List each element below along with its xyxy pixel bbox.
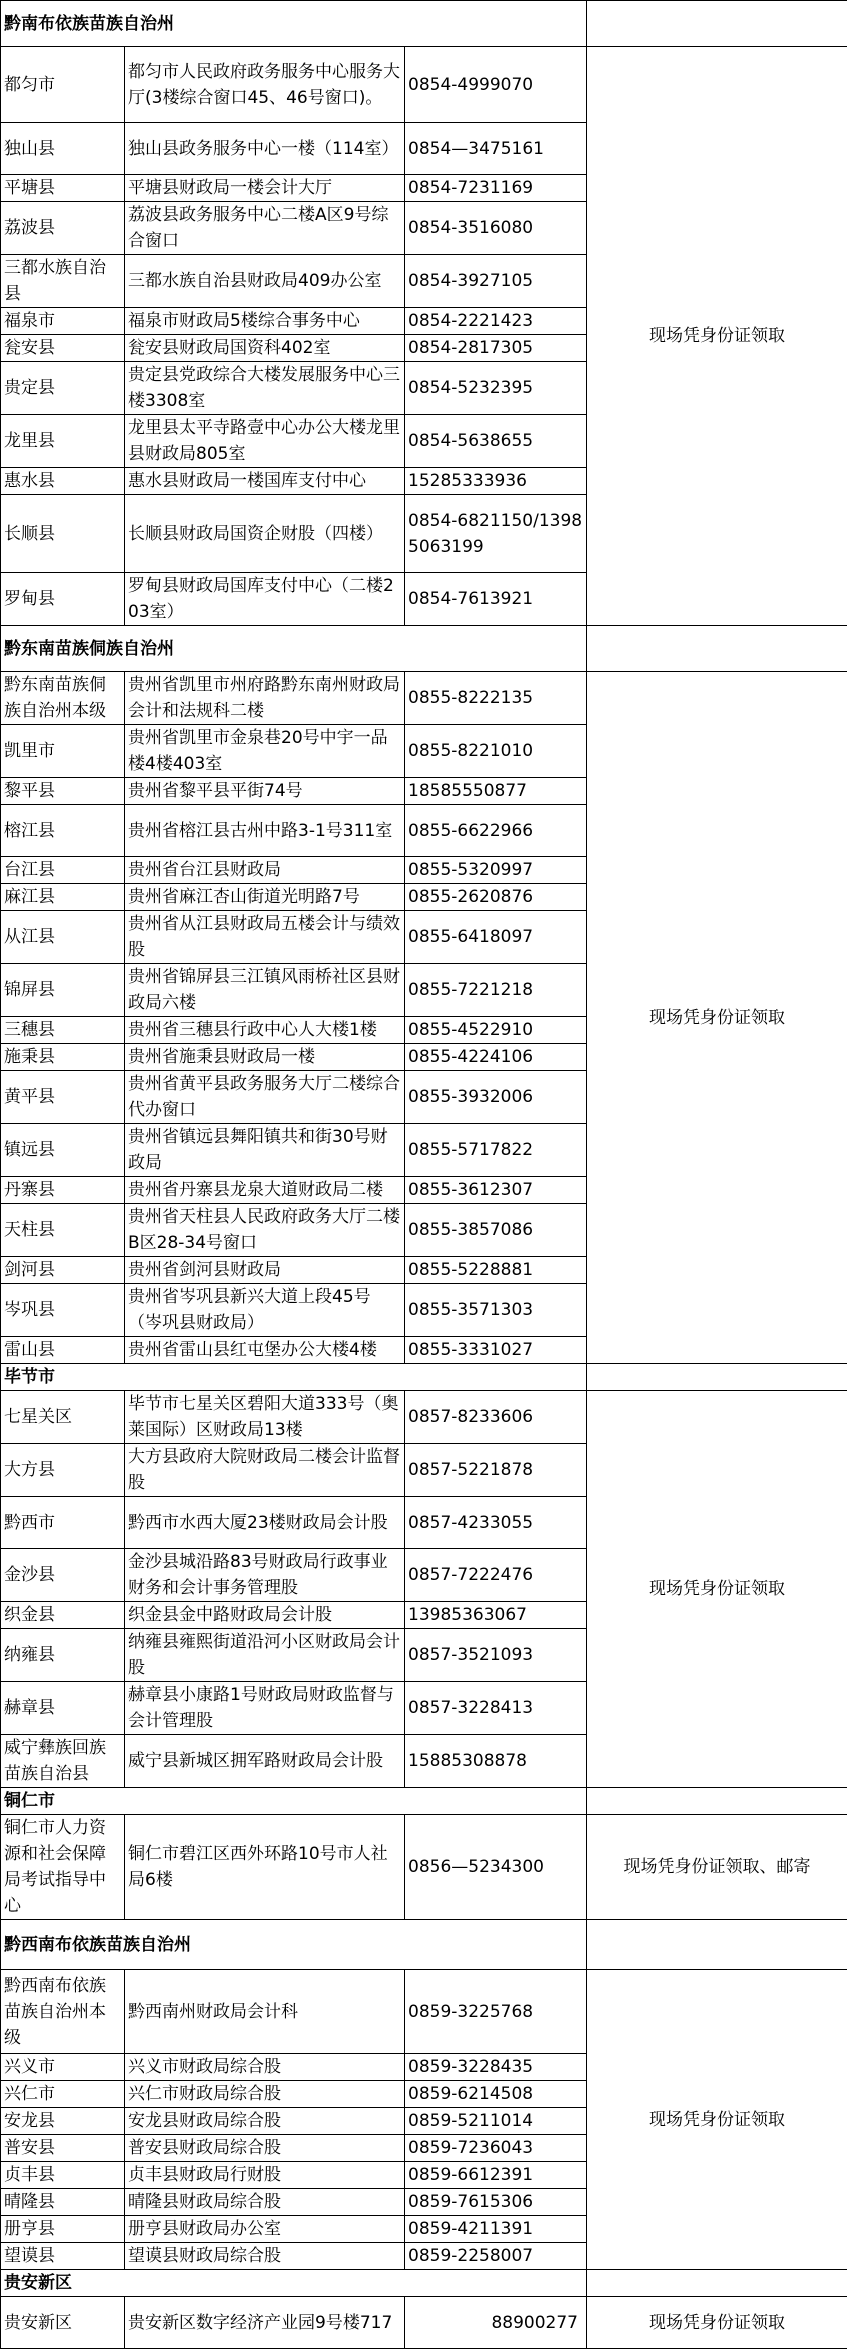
table-row xyxy=(1,1391,847,1444)
phone-cell: 0854-2817305 xyxy=(405,335,587,362)
address-cell: 威宁县新城区拥军路财政局会计股 xyxy=(125,1735,405,1788)
section-header-row xyxy=(1,1920,847,1970)
county-cell: 福泉市 xyxy=(1,308,125,335)
county-cell: 黎平县 xyxy=(1,778,125,805)
phone-cell: 0859-7615306 xyxy=(405,2189,587,2216)
county-cell: 施秉县 xyxy=(1,1044,125,1071)
phone-cell: 0854—3475161 xyxy=(405,123,587,175)
phone-cell: 15285333936 xyxy=(405,468,587,495)
address-cell: 赫章县小康路1号财政局财政监督与会计管理股 xyxy=(125,1682,405,1735)
address-cell: 贵州省剑河县财政局 xyxy=(125,1257,405,1284)
phone-cell: 18585550877 xyxy=(405,778,587,805)
phone-cell: 0854-6821150/13985063199 xyxy=(405,495,587,573)
county-cell: 锦屏县 xyxy=(1,964,125,1017)
address-cell: 贵州省凯里市州府路黔东南州财政局会计和法规科二楼 xyxy=(125,672,405,725)
phone-cell: 0855-2620876 xyxy=(405,884,587,911)
address-cell: 贵州省岑巩县新兴大道上段45号（岑巩县财政局） xyxy=(125,1284,405,1337)
county-cell: 凯里市 xyxy=(1,725,125,778)
pickup-method-cell: 现场凭身份证领取 xyxy=(587,2297,847,2349)
section-header-empty xyxy=(587,2270,847,2297)
phone-cell: 0855-4224106 xyxy=(405,1044,587,1071)
address-cell: 贵州省雷山县红屯堡办公大楼4楼 xyxy=(125,1337,405,1364)
address-cell: 织金县金中路财政局会计股 xyxy=(125,1602,405,1629)
phone-cell: 0857-8233606 xyxy=(405,1391,587,1444)
county-cell: 纳雍县 xyxy=(1,1629,125,1682)
phone-cell: 0859-3225768 xyxy=(405,1970,587,2054)
county-cell: 麻江县 xyxy=(1,884,125,911)
address-cell: 瓮安县财政局国资科402室 xyxy=(125,335,405,362)
phone-cell: 0854-2221423 xyxy=(405,308,587,335)
county-cell: 兴仁市 xyxy=(1,2081,125,2108)
address-cell: 荔波县政务服务中心二楼A区9号综合窗口 xyxy=(125,202,405,255)
phone-cell: 0854-7613921 xyxy=(405,573,587,626)
address-cell: 都匀市人民政府政务服务中心服务大厅(3楼综合窗口45、46号窗口)。 xyxy=(125,47,405,123)
phone-cell: 0855-5228881 xyxy=(405,1257,587,1284)
address-cell: 兴仁市财政局综合股 xyxy=(125,2081,405,2108)
county-cell: 岑巩县 xyxy=(1,1284,125,1337)
county-cell: 龙里县 xyxy=(1,415,125,468)
county-cell: 金沙县 xyxy=(1,1549,125,1602)
address-cell: 贵州省麻江杏山街道光明路7号 xyxy=(125,884,405,911)
address-cell: 贵州省镇远县舞阳镇共和街30号财政局 xyxy=(125,1124,405,1177)
phone-cell: 0855-8221010 xyxy=(405,725,587,778)
section-header-empty xyxy=(587,1,847,47)
phone-cell: 0856—5234300 xyxy=(405,1815,587,1920)
county-cell: 贞丰县 xyxy=(1,2162,125,2189)
address-cell: 晴隆县财政局综合股 xyxy=(125,2189,405,2216)
county-cell: 黄平县 xyxy=(1,1071,125,1124)
address-cell: 贵州省从江县财政局五楼会计与绩效股 xyxy=(125,911,405,964)
county-cell: 独山县 xyxy=(1,123,125,175)
section-title: 黔西南布依族苗族自治州 xyxy=(1,1920,587,1970)
county-cell: 都匀市 xyxy=(1,47,125,123)
table-row xyxy=(1,2297,847,2349)
pickup-method-cell: 现场凭身份证领取 xyxy=(587,1970,847,2270)
county-cell: 贵安新区 xyxy=(1,2297,125,2349)
phone-cell: 0854-5232395 xyxy=(405,362,587,415)
address-cell: 贵州省黄平县政务服务大厅二楼综合代办窗口 xyxy=(125,1071,405,1124)
address-cell: 贵州省丹寨县龙泉大道财政局二楼 xyxy=(125,1177,405,1204)
table-row xyxy=(1,47,847,123)
county-cell: 七星关区 xyxy=(1,1391,125,1444)
county-cell: 剑河县 xyxy=(1,1257,125,1284)
address-cell: 黔西南州财政局会计科 xyxy=(125,1970,405,2054)
section-header-row xyxy=(1,626,847,672)
county-cell: 雷山县 xyxy=(1,1337,125,1364)
address-cell: 贵州省榕江县古州中路3-1号311室 xyxy=(125,805,405,857)
address-cell: 贵安新区数字经济产业园9号楼717 xyxy=(125,2297,405,2349)
section-title: 黔东南苗族侗族自治州 xyxy=(1,626,587,672)
county-cell: 天柱县 xyxy=(1,1204,125,1257)
phone-cell: 0859-5211014 xyxy=(405,2108,587,2135)
address-cell: 贵州省天柱县人民政府政务大厅二楼B区28-34号窗口 xyxy=(125,1204,405,1257)
county-cell: 三都水族自治县 xyxy=(1,255,125,308)
phone-cell: 0859-7236043 xyxy=(405,2135,587,2162)
phone-cell: 0854-5638655 xyxy=(405,415,587,468)
table-row xyxy=(1,672,847,725)
phone-cell: 0855-6622966 xyxy=(405,805,587,857)
address-cell: 平塘县财政局一楼会计大厅 xyxy=(125,175,405,202)
address-cell: 独山县政务服务中心一楼（114室） xyxy=(125,123,405,175)
address-cell: 福泉市财政局5楼综合事务中心 xyxy=(125,308,405,335)
county-cell: 长顺县 xyxy=(1,495,125,573)
address-cell: 贵州省黎平县平街74号 xyxy=(125,778,405,805)
phone-cell: 0855-7221218 xyxy=(405,964,587,1017)
county-cell: 黔东南苗族侗族自治州本级 xyxy=(1,672,125,725)
phone-cell: 0859-6214508 xyxy=(405,2081,587,2108)
county-cell: 三穗县 xyxy=(1,1017,125,1044)
address-cell: 望谟县财政局综合股 xyxy=(125,2243,405,2270)
section-header-row xyxy=(1,1364,847,1391)
county-cell: 册亨县 xyxy=(1,2216,125,2243)
phone-cell: 0855-3612307 xyxy=(405,1177,587,1204)
county-cell: 平塘县 xyxy=(1,175,125,202)
section-header-empty xyxy=(587,1920,847,1970)
address-cell: 兴义市财政局综合股 xyxy=(125,2054,405,2081)
phone-cell: 0855-4522910 xyxy=(405,1017,587,1044)
county-cell: 罗甸县 xyxy=(1,573,125,626)
county-cell: 铜仁市人力资源和社会保障局考试指导中心 xyxy=(1,1815,125,1920)
county-cell: 大方县 xyxy=(1,1444,125,1497)
county-cell: 安龙县 xyxy=(1,2108,125,2135)
section-header-empty xyxy=(587,1364,847,1391)
county-cell: 普安县 xyxy=(1,2135,125,2162)
address-cell: 长顺县财政局国资企财股（四楼） xyxy=(125,495,405,573)
table-row xyxy=(1,1970,847,2054)
address-cell: 安龙县财政局综合股 xyxy=(125,2108,405,2135)
address-cell: 贵定县党政综合大楼发展服务中心三楼3308室 xyxy=(125,362,405,415)
county-cell: 晴隆县 xyxy=(1,2189,125,2216)
phone-cell: 0855-5320997 xyxy=(405,857,587,884)
county-cell: 黔西市 xyxy=(1,1497,125,1549)
section-title: 铜仁市 xyxy=(1,1788,587,1815)
address-cell: 龙里县太平寺路壹中心办公大楼龙里县财政局805室 xyxy=(125,415,405,468)
county-cell: 兴义市 xyxy=(1,2054,125,2081)
phone-cell: 0857-5221878 xyxy=(405,1444,587,1497)
section-header-row xyxy=(1,1788,847,1815)
address-cell: 三都水族自治县财政局409办公室 xyxy=(125,255,405,308)
address-cell: 贵州省三穗县行政中心人大楼1楼 xyxy=(125,1017,405,1044)
phone-cell: 0859-3228435 xyxy=(405,2054,587,2081)
phone-cell: 0855-5717822 xyxy=(405,1124,587,1177)
phone-cell: 0857-3521093 xyxy=(405,1629,587,1682)
phone-cell: 0854-7231169 xyxy=(405,175,587,202)
pickup-method-cell: 现场凭身份证领取 xyxy=(587,672,847,1364)
section-title: 贵安新区 xyxy=(1,2270,587,2297)
phone-cell: 88900277 xyxy=(405,2297,587,2349)
section-title: 黔南布依族苗族自治州 xyxy=(1,1,587,47)
address-cell: 贵州省施秉县财政局一楼 xyxy=(125,1044,405,1071)
address-cell: 纳雍县雍熙街道沿河小区财政局会计股 xyxy=(125,1629,405,1682)
section-header-row xyxy=(1,2270,847,2297)
county-cell: 荔波县 xyxy=(1,202,125,255)
address-cell: 罗甸县财政局国库支付中心（二楼203室） xyxy=(125,573,405,626)
address-cell: 贞丰县财政局行财股 xyxy=(125,2162,405,2189)
address-cell: 惠水县财政局一楼国库支付中心 xyxy=(125,468,405,495)
address-cell: 毕节市七星关区碧阳大道333号（奥莱国际）区财政局13楼 xyxy=(125,1391,405,1444)
pickup-method-cell: 现场凭身份证领取 xyxy=(587,47,847,626)
county-cell: 惠水县 xyxy=(1,468,125,495)
address-cell: 大方县政府大院财政局二楼会计监督股 xyxy=(125,1444,405,1497)
address-cell: 贵州省锦屏县三江镇风雨桥社区县财政局六楼 xyxy=(125,964,405,1017)
address-cell: 册亨县财政局办公室 xyxy=(125,2216,405,2243)
phone-cell: 0855-6418097 xyxy=(405,911,587,964)
phone-cell: 0855-8222135 xyxy=(405,672,587,725)
phone-cell: 0855-3331027 xyxy=(405,1337,587,1364)
phone-cell: 0857-4233055 xyxy=(405,1497,587,1549)
address-cell: 普安县财政局综合股 xyxy=(125,2135,405,2162)
phone-cell: 0854-3516080 xyxy=(405,202,587,255)
phone-cell: 15885308878 xyxy=(405,1735,587,1788)
county-cell: 镇远县 xyxy=(1,1124,125,1177)
phone-cell: 0855-3857086 xyxy=(405,1204,587,1257)
section-header-empty xyxy=(587,1788,847,1815)
phone-cell: 0859-6612391 xyxy=(405,2162,587,2189)
pickup-method-cell: 现场凭身份证领取 xyxy=(587,1391,847,1788)
county-cell: 丹寨县 xyxy=(1,1177,125,1204)
phone-cell: 0857-3228413 xyxy=(405,1682,587,1735)
county-cell: 望谟县 xyxy=(1,2243,125,2270)
county-cell: 织金县 xyxy=(1,1602,125,1629)
address-cell: 贵州省台江县财政局 xyxy=(125,857,405,884)
phone-cell: 0857-7222476 xyxy=(405,1549,587,1602)
phone-cell: 0854-3927105 xyxy=(405,255,587,308)
address-cell: 金沙县城沿路83号财政局行政事业财务和会计事务管理股 xyxy=(125,1549,405,1602)
phone-cell: 0855-3571303 xyxy=(405,1284,587,1337)
phone-cell: 0859-4211391 xyxy=(405,2216,587,2243)
county-cell: 黔西南布依族苗族自治州本级 xyxy=(1,1970,125,2054)
county-cell: 台江县 xyxy=(1,857,125,884)
county-cell: 从江县 xyxy=(1,911,125,964)
phone-cell: 0854-4999070 xyxy=(405,47,587,123)
section-header-empty xyxy=(587,626,847,672)
address-cell: 黔西市水西大厦23楼财政局会计股 xyxy=(125,1497,405,1549)
county-cell: 贵定县 xyxy=(1,362,125,415)
address-cell: 铜仁市碧江区西外环路10号市人社局6楼 xyxy=(125,1815,405,1920)
table-row xyxy=(1,1815,847,1920)
address-cell: 贵州省凯里市金泉巷20号中宇一品楼4楼403室 xyxy=(125,725,405,778)
section-title: 毕节市 xyxy=(1,1364,587,1391)
phone-cell: 0859-2258007 xyxy=(405,2243,587,2270)
phone-cell: 13985363067 xyxy=(405,1602,587,1629)
county-cell: 威宁彝族回族苗族自治县 xyxy=(1,1735,125,1788)
pickup-method-cell: 现场凭身份证领取、邮寄 xyxy=(587,1815,847,1920)
county-cell: 赫章县 xyxy=(1,1682,125,1735)
county-cell: 瓮安县 xyxy=(1,335,125,362)
section-header-row xyxy=(1,1,847,47)
phone-cell: 0855-3932006 xyxy=(405,1071,587,1124)
county-cell: 榕江县 xyxy=(1,805,125,857)
